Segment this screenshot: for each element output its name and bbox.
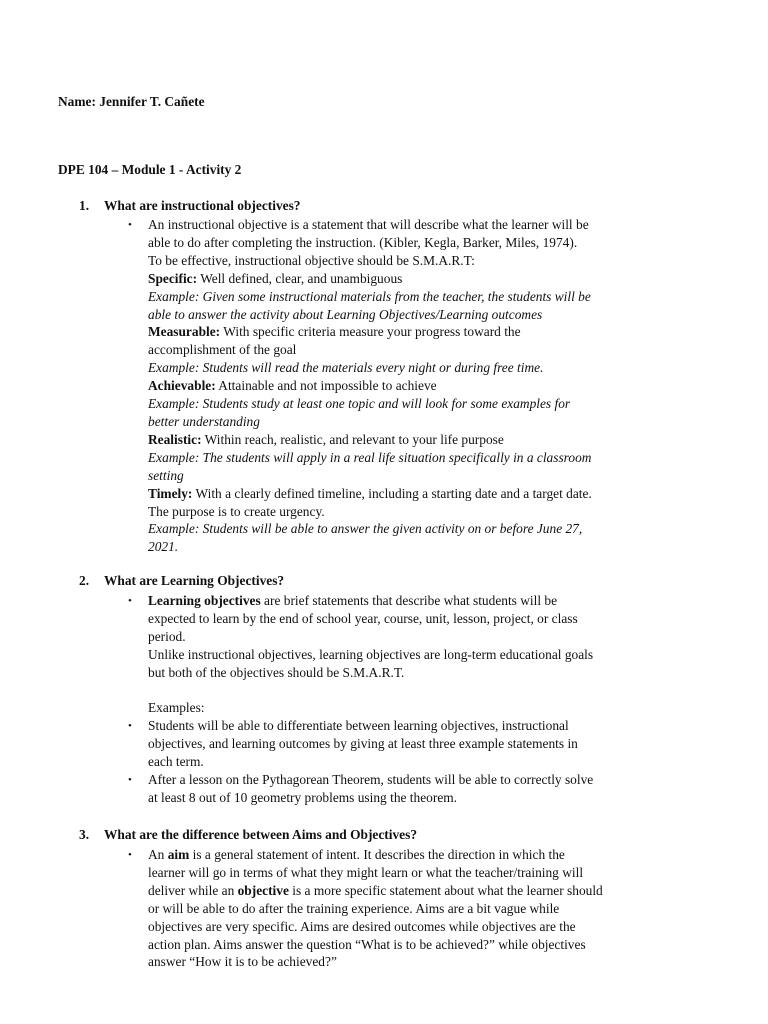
q3-line (148, 846, 603, 864)
bold-term: Realistic: (148, 431, 202, 447)
text-segment: period. (148, 628, 186, 644)
q1-line (148, 234, 592, 252)
q1-line (148, 538, 592, 556)
example-text: Example: Students will be able to answer the given activity on or before June 27, (148, 521, 583, 537)
q3-title: What are the difference between Aims and Objectives? (104, 827, 418, 842)
q2-ex1-line (148, 753, 578, 771)
bold-term: objective (237, 882, 289, 898)
text-segment: are brief statements that describe what students will be (260, 593, 558, 608)
q2-ex1-line (148, 717, 578, 735)
text-segment: each term. (148, 753, 204, 769)
q1-bullet: • (128, 219, 132, 231)
q1-line (148, 216, 592, 234)
bold-term: aim (167, 847, 190, 862)
example-text: Example: The students will apply in a real life situation specifically in a classroom (148, 449, 592, 465)
q2-line (148, 682, 593, 700)
q2-bullet-2: • (128, 720, 132, 732)
text-segment: An instructional objective is a statement that will describe what the learner will be (148, 217, 589, 232)
example-text: able to answer the activity about Learning Objectives/Learning outcomes (148, 306, 543, 322)
q2-example-1 (148, 717, 578, 771)
q2-line (148, 664, 593, 682)
example-text: Example: Students study at least one topic and will look for some examples for (148, 396, 571, 412)
q3-answer (148, 846, 603, 971)
q2-line (148, 628, 593, 646)
text-segment: or will be able to do after the training experience. Aims are a bit vague while (148, 900, 560, 916)
q1-line (148, 467, 592, 485)
q1-line (148, 503, 592, 521)
text-segment: To be effective, instructional objective should be S.M.A.R.T: (148, 252, 475, 268)
q1-line (148, 252, 592, 270)
text-segment: able to do after completing the instruction. (Kibler, Kegla, Barker, Miles, 1974). (148, 234, 578, 250)
text-segment: deliver while an (148, 882, 238, 898)
q3-line (148, 864, 603, 882)
text-segment: Unlike instructional objectives, learning objectives are long-term educational goals (148, 646, 594, 662)
q3-line (148, 936, 603, 954)
q2-bullet-1: • (128, 595, 132, 607)
q1-line (148, 431, 592, 449)
bold-term: Timely: (148, 485, 193, 501)
text-segment: accomplishment of the goal (148, 342, 297, 358)
q3-line (148, 900, 603, 918)
q1-line (148, 323, 592, 341)
text-segment: An (148, 847, 168, 862)
activity-title: DPE 104 – Module 1 - Activity 2 (58, 162, 242, 177)
example-text: better understanding (148, 413, 260, 429)
example-text: 2021. (148, 539, 179, 555)
bold-term: Achievable: (148, 378, 216, 394)
text-segment: Attainable and not impossible to achieve (215, 378, 437, 394)
q1-line (148, 449, 592, 467)
text-segment: With a clearly defined timeline, including a starting date and a target date. (192, 485, 592, 501)
text-segment: objectives are very specific. Aims are desired outcomes while objectives are the (148, 918, 576, 934)
text-segment: Well defined, clear, and unambiguous (197, 270, 403, 286)
name-label: Name: (58, 94, 96, 109)
q2-ex2-line (148, 789, 593, 807)
text-segment: at least 8 out of 10 geometry problems using the theorem. (148, 789, 458, 805)
example-text: Example: Given some instructional materials from the teacher, the students will be (148, 288, 591, 304)
text-segment: Within reach, realistic, and relevant to your life purpose (201, 431, 504, 447)
example-text: setting (148, 467, 184, 483)
q2-ex1-line (148, 735, 578, 753)
q1-answer (148, 216, 592, 556)
q1-line (148, 520, 592, 538)
q2-number: 2. (79, 573, 90, 588)
text-segment: After a lesson on the Pythagorean Theorem, students will be able to correctly solve (148, 772, 594, 787)
q2-line (148, 592, 593, 610)
q1-number: 1. (79, 198, 90, 213)
bold-term: Specific: (148, 270, 198, 286)
q1-line (148, 377, 592, 395)
text-segment: is a general statement of intent. It describes the direction in which the (189, 847, 565, 862)
text-segment: answer “How it is to be achieved?” (148, 954, 337, 970)
q3-line (148, 953, 603, 971)
q1-line (148, 413, 592, 431)
q2-line (148, 699, 593, 717)
q2-ex2-line (148, 771, 593, 789)
q2-example-2 (148, 771, 593, 807)
text-segment: Students will be able to differentiate between learning objectives, instructional (148, 718, 569, 733)
text-segment: Examples: (148, 700, 205, 716)
q2-line (148, 646, 593, 664)
q1-line (148, 270, 592, 288)
q3-bullet: • (128, 849, 132, 861)
name-line (58, 94, 205, 110)
text-segment: expected to learn by the end of school year, course, unit, lesson, project, or class (148, 610, 578, 626)
q2-answer (148, 592, 593, 717)
q1-line (148, 306, 592, 324)
text-segment: learner will go in terms of what they might learn or what the teacher/training will (148, 864, 584, 880)
bold-term: Measurable: (148, 324, 221, 340)
example-text: Example: Students will read the materials every night or during free time. (148, 360, 544, 376)
q2-line (148, 610, 593, 628)
q3-number: 3. (79, 827, 90, 842)
bold-term: Learning objectives (148, 593, 261, 608)
text-segment: but both of the objectives should be S.M.A.R.T. (148, 664, 405, 680)
q1-line (148, 395, 592, 413)
q1-line (148, 341, 592, 359)
q1-line (148, 485, 592, 503)
text-segment: objectives, and learning outcomes by giving at least three example statements in (148, 735, 578, 751)
q3-line (148, 918, 603, 936)
q2-bullet-3: • (128, 774, 132, 786)
q3-line (148, 882, 603, 900)
text-segment: The purpose is to create urgency. (148, 503, 325, 519)
text-segment (148, 683, 151, 698)
q1-line (148, 359, 592, 377)
q1-title: What are instructional objectives? (104, 198, 301, 213)
text-segment: With specific criteria measure your progress toward the (220, 324, 521, 340)
text-segment: action plan. Aims answer the question “What is to be achieved?” while objectives (148, 936, 586, 952)
q2-title: What are Learning Objectives? (104, 573, 285, 588)
q1-line (148, 288, 592, 306)
name-value: Jennifer T. Cañete (99, 94, 205, 109)
text-segment: is a more specific statement about what the learner should (288, 882, 603, 898)
